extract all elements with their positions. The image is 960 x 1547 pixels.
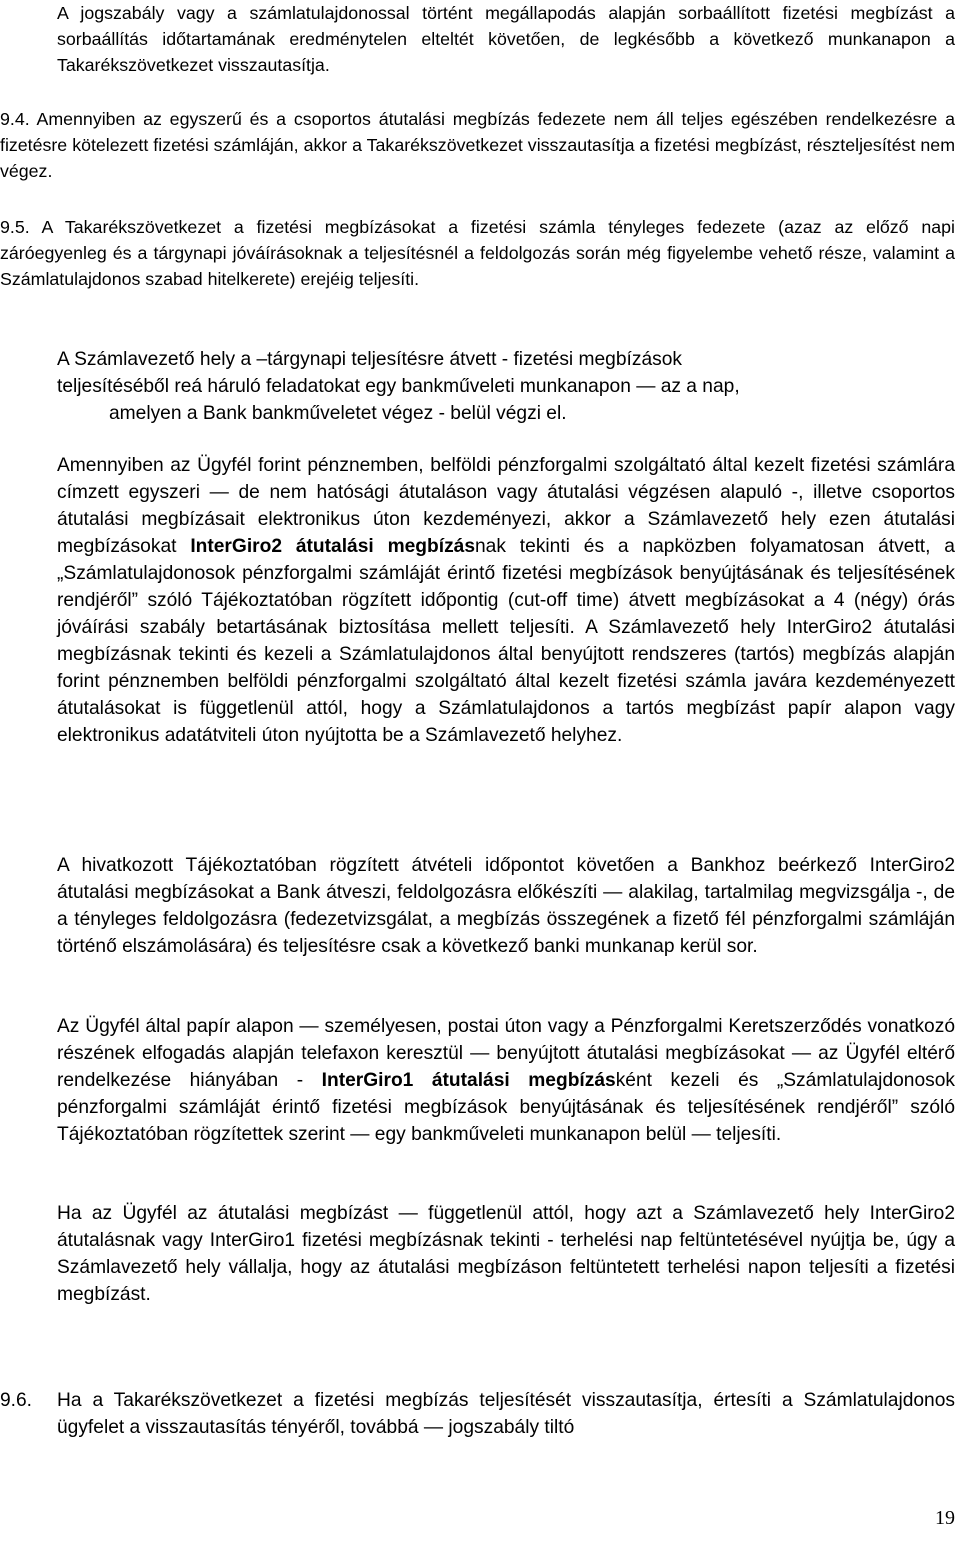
paragraph-papir-alapon [57,1013,955,1148]
section-text: Amennyiben az egyszerű és a csoportos átutalási megbízás fedezete nem áll teljes egészében rendelkezésre a fizetésre kötelezett fizetési számláján, akkor a Takarékszövetkezet visszautasítja a fizetési megbízást, részteljesítést nem végez. [0,109,955,181]
paragraph-szamlavezeto [57,346,955,427]
text-line: A Számlavezető hely a –tárgynapi teljesítésre átvett - fizetési megbízások [57,349,682,370]
text-run: Amennyiben az Ügyfél forint pénznemben, belföldi pénzforgalmi szolgáltató által kezelt fizetési számlára címzett egyszeri ― de nem hatósági átutaláson vagy átutalási végzésen alapuló -, illetve csoportos átutalási megbízásait elektronikus úton kezdeményezi, akkor a Számlavezető hely ezen átutalási megbízásokat [57,455,955,557]
section-text: Ha a Takarékszövetkezet a fizetési megbízás teljesítését visszautasítja, értesíti a Számlatulajdonos ügyfelet a visszautasítás tényéről, továbbá ― jogszabály tiltó [57,1390,955,1438]
section-number: 9.4. [0,109,30,129]
paragraph-9-4 [0,106,955,184]
paragraph-intro: A jogszabály vagy a számlatulajdonossal történt megállapodás alapján sorbaállított fizetési megbízást a sorbaállítás időtartamának eredménytelen elteltét követően, de legkésőbb a következő munkanapon a Takarékszövetkezet visszautasítja. [57,3,955,75]
page-number: 19 [935,1507,955,1529]
paragraph-9-5 [0,214,955,292]
text-run: Az Ügyfél által papír alapon ― személyesen, postai úton vagy a Pénzforgalmi Keretszerződés vonatkozó részének elfogadás alapján telefaxon keresztül ― benyújtott átutalási megbízásokat ― az Ügyfél eltérő rendelkezése hiányában - [57,1016,955,1091]
bold-term: InterGiro1 átutalási megbízás [321,1070,616,1091]
text-line: amelyen a Bank bankműveletet végez - belül végzi el. [109,403,567,424]
section-number: 9.5. [0,217,30,237]
text-run: ként kezeli és „Számlatulajdonosok pénzforgalmi számláját érintő fizetési megbízások benyújtásának és teljesítésének rendjéről” szóló Tájékoztatóban rögzítettek szerint ― egy bankműveleti munkanapon belül ― teljesíti. [57,1070,955,1145]
paragraph-9-6 [0,1387,955,1441]
section-text: A Takarékszövetkezet a fizetési megbízásokat a fizetési számla tényleges fedezete (azaz az előző napi záróegyenleg és a tárgynapi jóváírásoknak a teljesítésnél a feldolgozás során még figyelembe vehető része, valamint a Számlatulajdonos szabad hitelkerete) erejéig teljesíti. [0,217,955,289]
paragraph-intergiro2 [57,452,955,749]
section-number: 9.6. [0,1390,33,1411]
paragraph-tajekoztato: A hivatkozott Tájékoztatóban rögzített átvételi időpontot követően a Bankhoz beérkező InterGiro2 átutalási megbízásokat a Bank átveszi, feldolgozásra előkészíti ― alakilag, tartalmilag megvizsgálja -, de a tényleges feldolgozásra (fedezetvizsgálat, a megbízás összegének a fizető fél pénzforgalmi számláján történő elszámolására) és teljesítésre csak a következő banki munkanap kerül sor. [57,855,955,957]
text-run: nak tekinti és a napközben folyamatosan átvett, a „Számlatulajdonosok pénzforgalmi számláját érintő fizetési megbízások benyújtásának és teljesítésének rendjéről” szóló Tájékoztatóban rögzített időpontig (cut-off time) átvett megbízásokat a 4 (négy) órás jóváírási szabály betartásának biztosítása mellett teljesíti. A Számlavezető hely InterGiro2 átutalási megbízásnak tekinti és kezeli a Számlatulajdonos által benyújtott rendszeres (tartós) megbízás alapján forint pénznemben belföldi pénzforgalmi szolgáltató által kezelt fizetési számla javára kezdeményezett átutalásokat is függetlenül attól, hogy a Számlatulajdonos a tartós megbízást papír alapon vagy elektronikus adatátviteli úton nyújtotta be a Számlavezető helyhez. [57,536,955,746]
text-line: teljesítéséből reá háruló feladatokat egy bankműveleti munkanapon ― az a nap, [57,376,740,397]
paragraph-terhelesi-nap: Ha az Ügyfél az átutalási megbízást ― függetlenül attól, hogy azt a Számlavezető hely InterGiro2 átutalásnak vagy InterGiro1 fizetési megbízásnak tekinti - terhelési nap feltüntetésével nyújtja be, úgy a Számlavezető hely vállalja, hogy az átutalási megbízáson feltüntetett terhelési napon teljesíti a fizetési megbízást. [57,1203,955,1305]
bold-term: InterGiro2 átutalási megbízás [190,536,476,557]
